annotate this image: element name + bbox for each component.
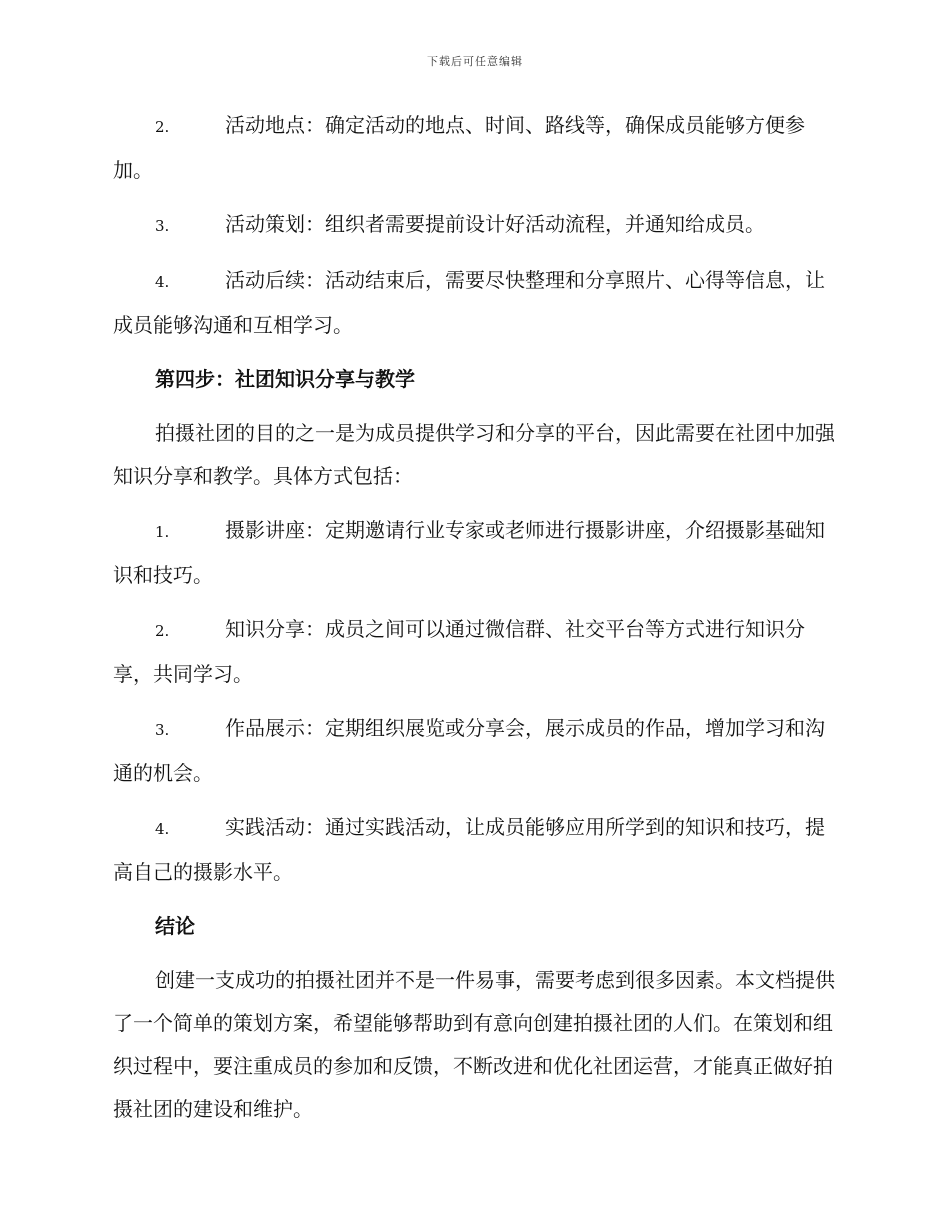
list-item-text: 活动策划：组织者需要提前设计好活动流程，并通知给成员。 xyxy=(225,212,765,236)
list-item xyxy=(113,707,837,795)
list-item-text: 实践活动：通过实践活动，让成员能够应用所学到的知识和技巧，提高自己的摄影水平。 xyxy=(113,815,825,884)
list-item xyxy=(113,203,837,248)
list-item xyxy=(113,104,837,192)
list-item-number: 2. xyxy=(155,118,170,136)
list-item xyxy=(113,608,837,696)
section-heading: 第四步：社团知识分享与教学 xyxy=(155,367,415,391)
list-item-number: 2. xyxy=(155,622,170,640)
list-item-number: 3. xyxy=(155,721,170,739)
list-item xyxy=(113,509,837,597)
list-item xyxy=(113,259,837,347)
list-item-number: 1. xyxy=(155,523,170,541)
list-item-number: 4. xyxy=(155,820,170,838)
list-item-number: 3. xyxy=(155,217,170,235)
conclusion-paragraph: 创建一支成功的拍摄社团并不是一件易事，需要考虑到很多因素。本文档提供了一个简单的策划方案，希望能够帮助到有意向创建拍摄社团的人们。在策划和组织过程中，要注重成员的参加和反馈，不断改进和优化社团运营，才能真正做好拍摄社团的建设和维护。 xyxy=(113,968,835,1121)
list-item-text: 作品展示：定期组织展览或分享会，展示成员的作品，增加学习和沟通的机会。 xyxy=(113,716,825,785)
section-intro-paragraph: 拍摄社团的目的之一是为成员提供学习和分享的平台，因此需要在社团中加强知识分享和教学。具体方式包括： xyxy=(113,421,835,488)
document-body xyxy=(113,104,837,1142)
conclusion-heading: 结论 xyxy=(155,914,195,938)
page-header: 下载后可任意编辑 xyxy=(427,55,523,68)
list-item-text: 活动后续：活动结束后，需要尽快整理和分享照片、心得等信息，让成员能够沟通和互相学习。 xyxy=(113,268,825,337)
list-item-number: 4. xyxy=(155,273,170,291)
list-item-text: 活动地点：确定活动的地点、时间、路线等，确保成员能够方便参加。 xyxy=(113,113,805,182)
list-item-text: 知识分享：成员之间可以通过微信群、社交平台等方式进行知识分享，共同学习。 xyxy=(113,617,805,686)
list-item xyxy=(113,806,837,894)
list-item-text: 摄影讲座：定期邀请行业专家或老师进行摄影讲座，介绍摄影基础知识和技巧。 xyxy=(113,518,825,587)
